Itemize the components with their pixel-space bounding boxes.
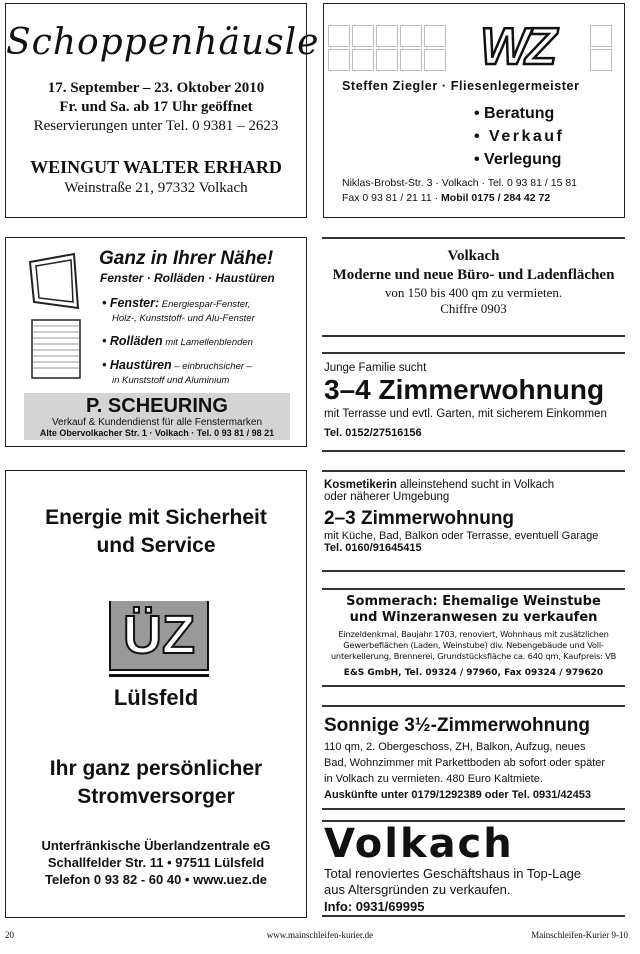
ad-volkach-geschaeftshaus: Volkach Total renoviertes Geschäftshaus in Top-Lage aus Altersgründen zu verkaufen. Info: 0931/69995 — [324, 821, 582, 914]
contact: Unterfränkische Überlandzentrale eG Schallfelder Str. 11 • 97511 Lülsfeld Telefon 0 93 82 - 60 40 • www.uez.de — [41, 838, 271, 887]
winery: WEINGUT WALTER ERHARD — [30, 157, 282, 177]
ad-sonnige-wohnung: Sonnige 3½-Zimmerwohnung 110 qm, 2. Obergeschoss, ZH, Balkon, Aufzug, neues Bad, Wohnzimmer mit Parkettboden ab sofort oder später in Volkach zu vermieten. 480 Euro Kaltmiete. Auskünfte unter 0179/1292389 oder Tel. 0931/42453 — [324, 715, 606, 801]
page-number: 20 — [5, 930, 14, 940]
ad-scheuring — [5, 237, 307, 447]
uez-logo: ÜZ — [109, 601, 209, 671]
ad-sommerach: Sommerach: Ehemalige Weinstube und Winzeranwesen zu verkaufen Einzeldenkmal, Baujahr 1703, renoviert, Wohnhaus mit zusätzlichen Gewerbeflächen (Laden, Weinstube) div. Nebengebäude und Voll- unterkellerung, Brennerei, Grundstücksfläche ca. 640 qm, Kaufpreis: VB E&S GmbH, Tel. 09324 / 97960, Fax 09324 / 979620 — [330, 594, 617, 678]
business-name: Steffen Ziegler · Fliesenlegermeister — [342, 79, 580, 93]
ad-uez — [5, 470, 307, 918]
ad-wz-fliesen — [323, 3, 625, 218]
slogan: Energie mit Sicherheit und Service — [45, 506, 267, 557]
wz-logo: WZ — [449, 22, 584, 72]
headline: Ganz in Ihrer Nähe! — [99, 248, 274, 269]
reservation: Reservierungen unter Tel. 0 9381 – 2623 — [33, 118, 279, 134]
services-list: • Beratung • Verkauf • Verlegung — [474, 105, 565, 168]
ad-junge-familie: Junge Familie sucht 3–4 Zimmerwohnung mit Terrasse und evtl. Garten, mit sicherem Einkommen Tel. 0152/27516156 — [324, 362, 607, 439]
issue-label: Mainschleifen-Kurier 9-10 — [531, 930, 628, 940]
address: Weinstraße 21, 97332 Volkach — [64, 180, 248, 196]
hours: Fr. und Sa. ab 17 Uhr geöffnet — [59, 99, 253, 115]
dates: 17. September – 23. Oktober 2010 — [47, 80, 265, 96]
place: Lülsfeld — [113, 685, 199, 710]
ad-bueroflaechen: Volkach Moderne und neue Büro- und Ladenflächen von 150 bis 400 qm zu vermieten. Chiffre 0903 — [332, 248, 615, 316]
ad-kosmetikerin: Kosmetikerin alleinstehend sucht in Volkach oder näherer Umgebung 2–3 Zimmerwohnung mit Küche, Bad, Balkon oder Terrasse, eventuell Garage Tel. 0160/91645415 — [324, 479, 599, 554]
subheadline: Fenster · Rolläden · Haustüren — [100, 271, 275, 285]
window-illustration-icon — [26, 250, 86, 382]
slogan-2: Ihr ganz persönlicher Stromversorger — [49, 757, 263, 808]
footer-url: www.mainschleifen-kurier.de — [266, 930, 374, 940]
contact: Niklas-Brobst-Str. 3 · Volkach · Tel. 0 93 81 / 15 81 Fax 0 93 81 / 21 11 · Mobil 0175 / 284 42 72 — [342, 177, 578, 204]
features: • Fenster: Energiespar-Fenster, Holz-, Kunststoff- und Alu-Fenster • Rolläden mit Lamellenblenden • Haustüren – einbruchsicher – in Kunststoff und Aluminium — [102, 296, 255, 386]
ad-schoppenhaeusle — [5, 3, 320, 218]
ad-title: Schoppenhäusle — [6, 22, 320, 63]
company-banner: P. SCHEURING Verkauf & Kundendienst für alle Fenstermarken Alte Obervolkacher Str. 1 · Volkach · Tel. 0 93 81 / 98 21 — [24, 393, 290, 440]
